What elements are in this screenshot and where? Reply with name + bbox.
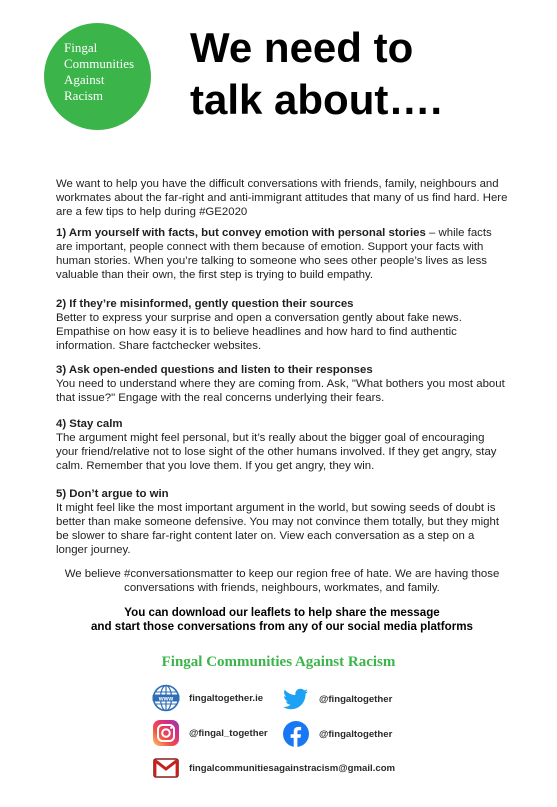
svg-text:www: www	[158, 695, 174, 703]
website-link[interactable]	[152, 684, 263, 712]
cta-line-1: You can download our leaflets to help share the message	[124, 606, 440, 619]
instagram-label: @fingal_together	[189, 727, 268, 739]
twitter-bird-icon	[282, 685, 310, 713]
download-cta	[56, 606, 508, 634]
email-link[interactable]	[152, 754, 395, 782]
cta-line-2: and start those conversations from any of our social media platforms	[90, 620, 474, 633]
tip-body: facts are important, people connect with them because of emotion. Support your facts with human stories. When you’re talking to someone who sees other people’s lives as less valuable than their own, the first step is trying to build empathy.	[56, 227, 492, 281]
instagram-link[interactable]	[152, 719, 268, 747]
tip-body: It might feel like the most important argument in the world, but sowing seeds of doubt is better than make someone defensive. You may not convince them totally, but they might be slower to share far-right content later on. View each conversation as a step on a longer journey.	[56, 502, 500, 556]
globe-www-icon	[152, 684, 180, 712]
tip-5	[56, 487, 508, 557]
intro-paragraph: We want to help you have the difficult conversations with friends, family, neighbours and workmates about the far-right and anti-immigrant attitudes that many of us find hard. Here are a few tips to help during #GE2020	[56, 178, 508, 218]
logo-line: Fingal	[64, 40, 98, 55]
title-line-2: talk about….	[190, 76, 443, 123]
tip-title: 3) Ask open-ended questions and listen to their responses	[56, 364, 373, 376]
website-label: fingaltogether.ie	[189, 692, 264, 704]
fcar-logo	[44, 23, 151, 130]
tip-4	[56, 417, 508, 473]
closing-paragraph: We believe #conversationsmatter to keep our region free of hate. We are having those conversations with friends, neighbours, workmates, and family.	[64, 568, 500, 594]
tip-2	[56, 297, 508, 353]
gmail-icon	[152, 754, 180, 782]
tip-title-suffix: – while	[425, 227, 465, 239]
twitter-label: @fingaltogether	[319, 693, 393, 705]
facebook-label: @fingaltogether	[319, 728, 393, 740]
logo-line: Communities	[64, 56, 135, 71]
org-name: Fingal Communities Against Racism	[161, 654, 396, 670]
tip-title: 5) Don’t argue to win	[56, 488, 169, 500]
tip-body: The argument might feel personal, but it’s really about the bigger goal of encouraging your friend/relative not to lose sight of the other humans involved. If they get angry, stay calm. Remember that you love them. If you get angry, they win.	[56, 432, 497, 472]
tip-body: You need to understand where they are coming from. Ask, "What bothers you most about that issue?" Engage with the real concerns underlying their fears.	[56, 378, 505, 404]
twitter-link[interactable]	[282, 685, 392, 713]
facebook-icon	[282, 720, 310, 748]
tip-title: 2) If they’re misinformed, gently question their sources	[56, 298, 354, 310]
tip-title: 1) Arm yourself with facts, but convey emotion with personal stories	[56, 227, 426, 239]
tip-3	[56, 363, 508, 405]
tip-body: Better to express your surprise and open a conversation gently about fake news. Empathise on how easy it is to believe headlines and how hard to find authentic information. Share factchecker websites.	[56, 312, 462, 352]
page-title	[190, 22, 442, 126]
title-line-1: We need to	[190, 24, 414, 71]
tip-1	[56, 226, 508, 282]
logo-line: Against	[64, 72, 105, 87]
logo-line: Racism	[64, 88, 103, 103]
tip-title: 4) Stay calm	[56, 418, 123, 430]
facebook-link[interactable]	[282, 720, 392, 748]
instagram-icon	[152, 719, 180, 747]
email-label: fingalcommunitiesagainstracism@gmail.com	[189, 762, 396, 774]
